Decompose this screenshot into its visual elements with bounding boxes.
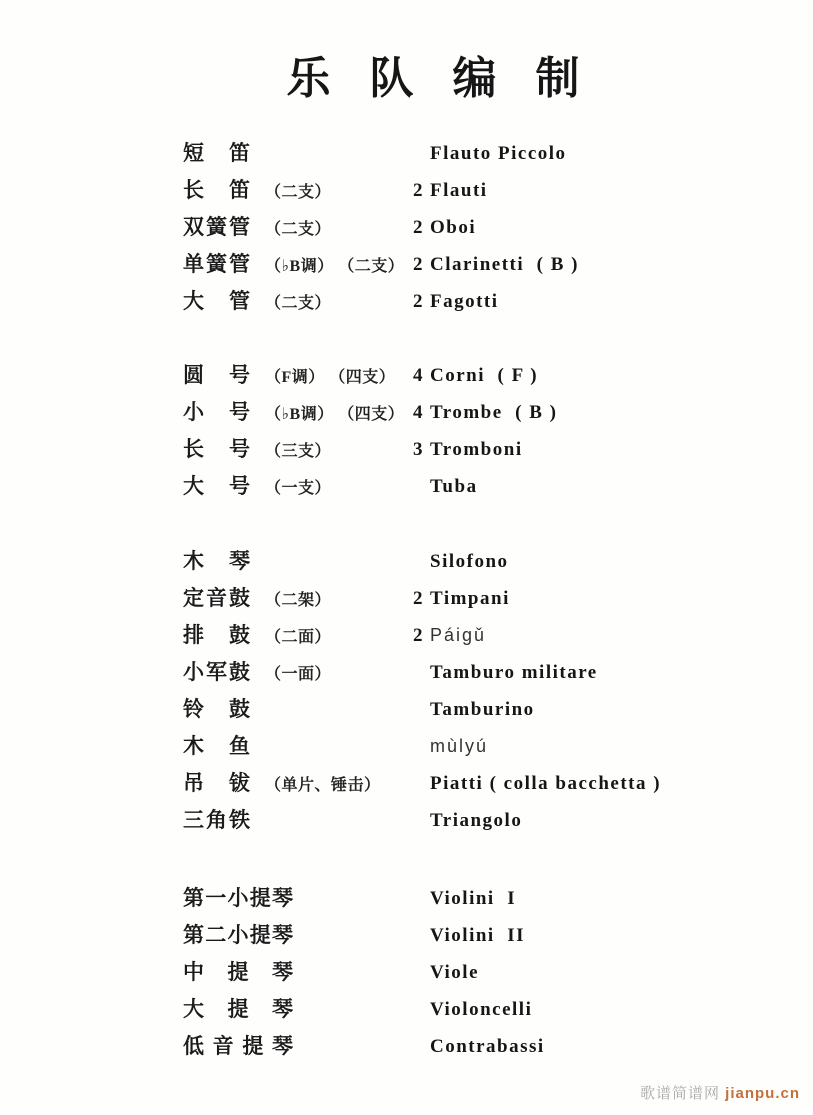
watermark (640, 1082, 800, 1103)
instrument-qty: 2 (413, 587, 423, 609)
instrument-row-snare-drum (183, 654, 783, 691)
instrument-qty: 2 (413, 216, 423, 238)
instrument-cn: 中 提 琴 (183, 960, 293, 984)
instrument-it: Trombe ( B ) (430, 401, 558, 423)
instrument-it: Clarinetti ( B ) (430, 253, 579, 275)
instrument-qty: 4 (413, 401, 423, 423)
instrument-note: （一支） (265, 480, 332, 497)
instrument-it: Timpani (430, 587, 510, 609)
instrument-it: Flauto Piccolo (430, 142, 567, 164)
instrument-row-clarinets (183, 246, 783, 283)
instrument-row-flutes (183, 172, 783, 209)
instrument-cn: 第二小提琴 (183, 923, 293, 947)
instrument-row-xylophone (183, 543, 783, 580)
instrument-row-violas (183, 954, 783, 991)
instrument-pinyin: mùlyú (430, 736, 489, 756)
instrument-pinyin: Páigǔ (430, 625, 487, 645)
instrument-it: Violoncelli (430, 998, 533, 1020)
instrument-cn: 低 音 提 琴 (183, 1034, 293, 1058)
instrument-cn: 吊 钹 (183, 771, 250, 795)
instrument-cn: 定音鼓 (183, 586, 250, 610)
instrument-cn: 第一小提琴 (183, 886, 293, 910)
instrument-it: Corni ( F ) (430, 364, 539, 386)
instrument-row-double-basses (183, 1028, 783, 1065)
instrument-it: Silofono (430, 550, 509, 572)
instrument-it: Tamburo militare (430, 661, 598, 683)
instrument-note: （二支） (265, 295, 332, 312)
instrument-cn: 小军鼓 (183, 660, 250, 684)
instrument-note: （二支） (265, 221, 332, 238)
instrument-row-violins-2 (183, 917, 783, 954)
instrument-qty: 2 (413, 624, 423, 646)
instrument-cn: 排 鼓 (183, 623, 250, 647)
instrument-it: Triangolo (430, 809, 523, 831)
instrument-row-oboes (183, 209, 783, 246)
instrument-note: （二支） (265, 184, 332, 201)
instrument-row-bassoons (183, 283, 783, 320)
instrument-it: Piatti ( colla bacchetta ) (430, 772, 662, 794)
instrument-cn: 长 笛 (183, 178, 250, 202)
instrument-note: （♭B调） （二支） (265, 258, 405, 275)
instrument-qty: 4 (413, 364, 423, 386)
instrument-it: Tromboni (430, 438, 523, 460)
instrument-row-cellos (183, 991, 783, 1028)
instrument-note: （三支） (265, 443, 332, 460)
section-percussion (183, 543, 783, 839)
instrument-it: Tamburino (430, 698, 535, 720)
instrumentation-list (183, 135, 783, 1065)
section-woodwinds (183, 135, 783, 320)
instrument-row-tambourine (183, 691, 783, 728)
instrument-note: （二架） (265, 592, 332, 609)
instrument-row-trumpets (183, 394, 783, 431)
instrument-it: Flauti (430, 179, 488, 201)
instrument-cn: 大 提 琴 (183, 997, 293, 1021)
instrument-row-piccolo (183, 135, 783, 172)
instrument-cn: 三角铁 (183, 808, 250, 832)
instrument-cn: 木 琴 (183, 549, 250, 573)
instrument-note: （♭B调） （四支） (265, 406, 405, 423)
instrument-note: （一面） (265, 666, 332, 683)
instrument-row-timpani (183, 580, 783, 617)
instrument-cn: 圆 号 (183, 363, 250, 387)
instrument-cn: 双簧管 (183, 215, 250, 239)
instrument-row-paigu (183, 617, 783, 654)
instrument-cn: 铃 鼓 (183, 697, 250, 721)
section-strings (183, 880, 783, 1065)
instrument-row-tuba (183, 468, 783, 505)
instrument-note: （二面） (265, 629, 332, 646)
instrument-it: Violini II (430, 924, 525, 946)
instrument-it: Fagotti (430, 290, 499, 312)
instrument-it: Violini I (430, 887, 517, 909)
instrument-row-horns (183, 357, 783, 394)
instrument-qty: 3 (413, 438, 423, 460)
instrument-qty: 2 (413, 253, 423, 275)
instrument-qty: 2 (413, 290, 423, 312)
instrument-cn: 木 鱼 (183, 734, 250, 758)
instrument-cn: 大 号 (183, 474, 250, 498)
instrument-row-woodblock (183, 728, 783, 765)
instrument-note: （F调） （四支） (265, 369, 396, 386)
instrument-cn: 短 笛 (183, 141, 250, 165)
instrument-cn: 小 号 (183, 400, 250, 424)
instrument-row-violins-1 (183, 880, 783, 917)
instrument-cn: 单簧管 (183, 252, 250, 276)
instrument-cn: 大 管 (183, 289, 250, 313)
instrument-it: Oboi (430, 216, 477, 238)
instrument-it: Tuba (430, 475, 478, 497)
instrument-cn: 长 号 (183, 437, 250, 461)
instrument-row-trombones (183, 431, 783, 468)
instrument-it: Contrabassi (430, 1035, 545, 1057)
instrument-it: Viole (430, 961, 480, 983)
instrument-qty: 2 (413, 179, 423, 201)
instrument-row-suspended-cymbal (183, 765, 783, 802)
watermark-site-url: jianpu.cn (725, 1085, 800, 1102)
page-title: 乐 队 编 制 (286, 54, 581, 103)
watermark-site-name: 歌谱简谱网 (639, 1085, 720, 1102)
section-brass (183, 357, 783, 505)
instrument-note: （单片、锤击） (265, 777, 381, 794)
instrument-row-triangle (183, 802, 783, 839)
